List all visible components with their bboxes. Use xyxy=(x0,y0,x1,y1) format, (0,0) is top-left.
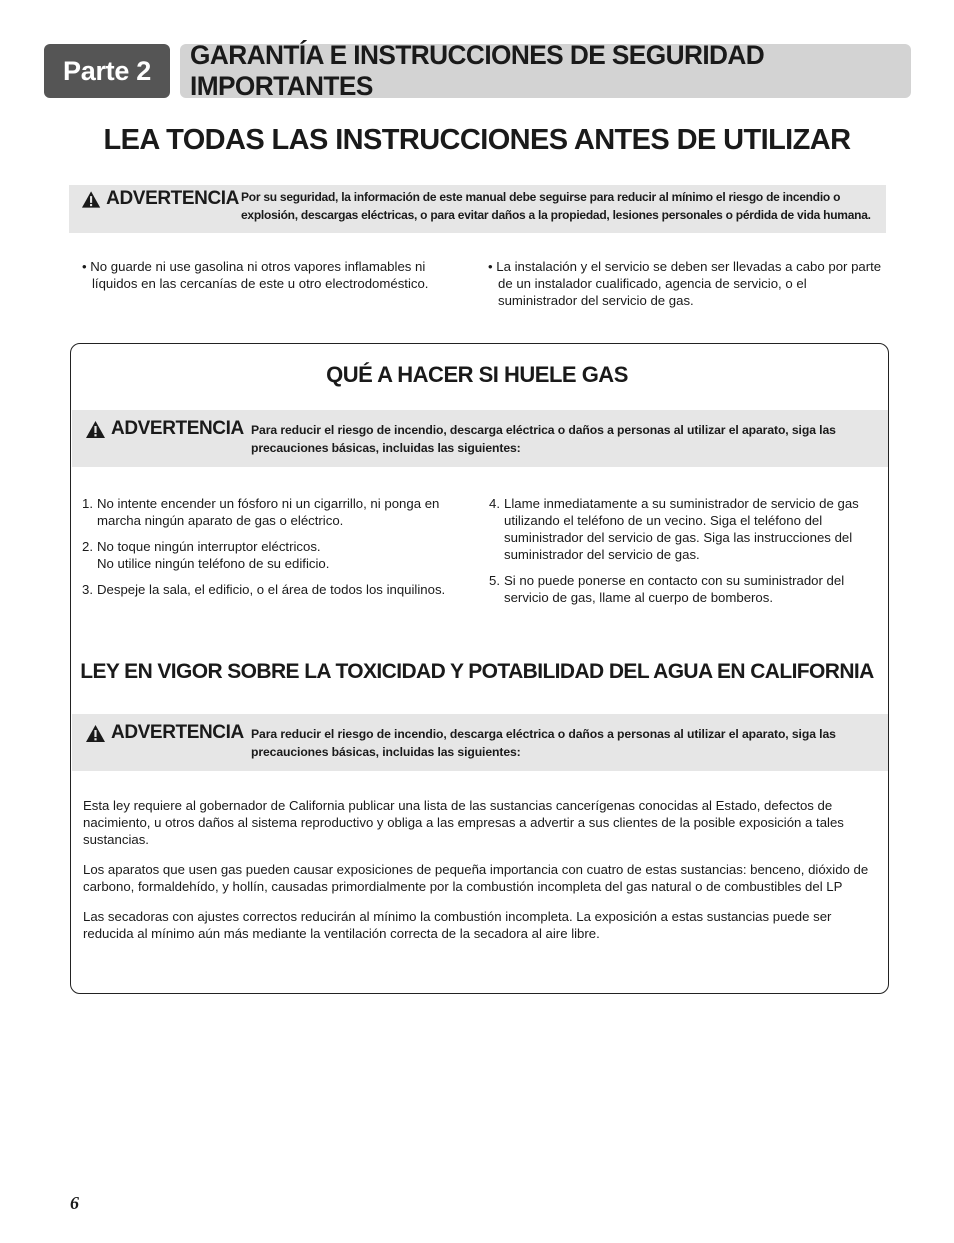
list-item: 2. No toque ningún interruptor eléctricos. No utilice ningún teléfono de su edificio. xyxy=(82,539,330,571)
paragraph: Las secadoras con ajustes correctos reducirán al mínimo la combustión incompleta. La exposición a estas sustancias puede ser reducida al mínimo aún más mediante la ventilación correcta de la secadora al aire libre. xyxy=(83,909,832,941)
warning-triangle-icon xyxy=(81,190,101,209)
warning-label-text: ADVERTENCIA xyxy=(106,188,239,209)
part-title: GARANTÍA E INSTRUCCIONES DE SEGURIDAD IMPORTANTES xyxy=(190,40,765,101)
page-number: 6 xyxy=(70,1193,79,1213)
warning-triangle-icon xyxy=(85,724,106,743)
part-title-bar xyxy=(180,40,911,101)
warning-triangle-icon xyxy=(85,420,106,439)
warning-label xyxy=(81,188,239,210)
gas-steps-right xyxy=(489,495,879,615)
california-warning-band xyxy=(72,714,888,771)
top-warning-band xyxy=(69,185,886,233)
bullet-text: • No guarde ni use gasolina ni otros vapores inflamables ni líquidos en las cercanías de este u otro electrodoméstico. xyxy=(82,259,429,291)
california-section-title: LEY EN VIGOR SOBRE LA TOXICIDAD Y POTABILIDAD DEL AGUA EN CALIFORNIA xyxy=(80,660,874,683)
paragraph: Los aparatos que usen gas pueden causar exposiciones de pequeña importancia con cuatro de estas sustancias: benceno, dióxido de carbono, formaldehído, y hollín, causadas primordialmente por la combustión incompleta del gas natural o de combustibles del LP xyxy=(83,862,869,894)
gas-steps-left xyxy=(82,495,470,607)
warning-text: Para reducir el riesgo de incendio, descarga eléctrica o daños a personas al utilizar el aparato, siga las precauciones básicas, incluidas las siguientes: xyxy=(251,727,836,759)
warning-label xyxy=(85,418,251,440)
list-item: 3. Despeje la sala, el edificio, o el área de todos los inquilinos. xyxy=(82,582,446,597)
gas-section-title: QUÉ A HACER SI HUELE GAS xyxy=(326,362,628,387)
main-title: LEA TODAS LAS INSTRUCCIONES ANTES DE UTILIZAR xyxy=(103,124,851,156)
gas-warning-band xyxy=(72,410,888,467)
warning-text: Por su seguridad, la información de este manual debe seguirse para reducir al mínimo el riesgo de incendio o explosión, descargas eléctricas, o para evitar daños a la propiedad, lesiones personales o pérdida de vida humana. xyxy=(241,190,871,222)
part-tab xyxy=(44,44,170,98)
part-label: Parte 2 xyxy=(63,55,151,86)
paragraph: Esta ley requiere al gobernador de California publicar una lista de las sustancias cancerígenas conocidas al Estado, defectos de nacimiento, u otros daños al sistema reproductivo y obliga a las empresas a advertir a sus clientes de la posible exposición a tales sustancias. xyxy=(83,798,844,847)
bullet-left xyxy=(82,258,462,292)
california-body xyxy=(83,797,873,955)
bullet-text: • La instalación y el servicio se deben ser llevadas a cabo por parte de un instalador cualificado, agencia de servicio, o el suministrador del servicio de gas. xyxy=(488,259,882,308)
warning-label-text: ADVERTENCIA xyxy=(111,418,244,439)
warning-text: Para reducir el riesgo de incendio, descarga eléctrica o daños a personas al utilizar el aparato, siga las precauciones básicas, incluidas las siguientes: xyxy=(251,423,836,455)
warning-label-text: ADVERTENCIA xyxy=(111,722,244,743)
warning-label xyxy=(85,722,251,744)
list-item: 4. Llame inmediatamente a su suministrador de servicio de gas utilizando el teléfono de un vecino. Siga el teléfono del suministrador del servicio de gas. Siga las instrucciones del suministrador del servicio de gas. xyxy=(489,496,859,562)
list-item: 5. Si no puede ponerse en contacto con su suministrador del servicio de gas, llame al cuerpo de bomberos. xyxy=(489,573,845,605)
list-item: 1. No intente encender un fósforo ni un cigarrillo, ni ponga en marcha ningún aparato de gas o eléctrico. xyxy=(82,496,440,528)
bullet-right xyxy=(488,258,883,309)
